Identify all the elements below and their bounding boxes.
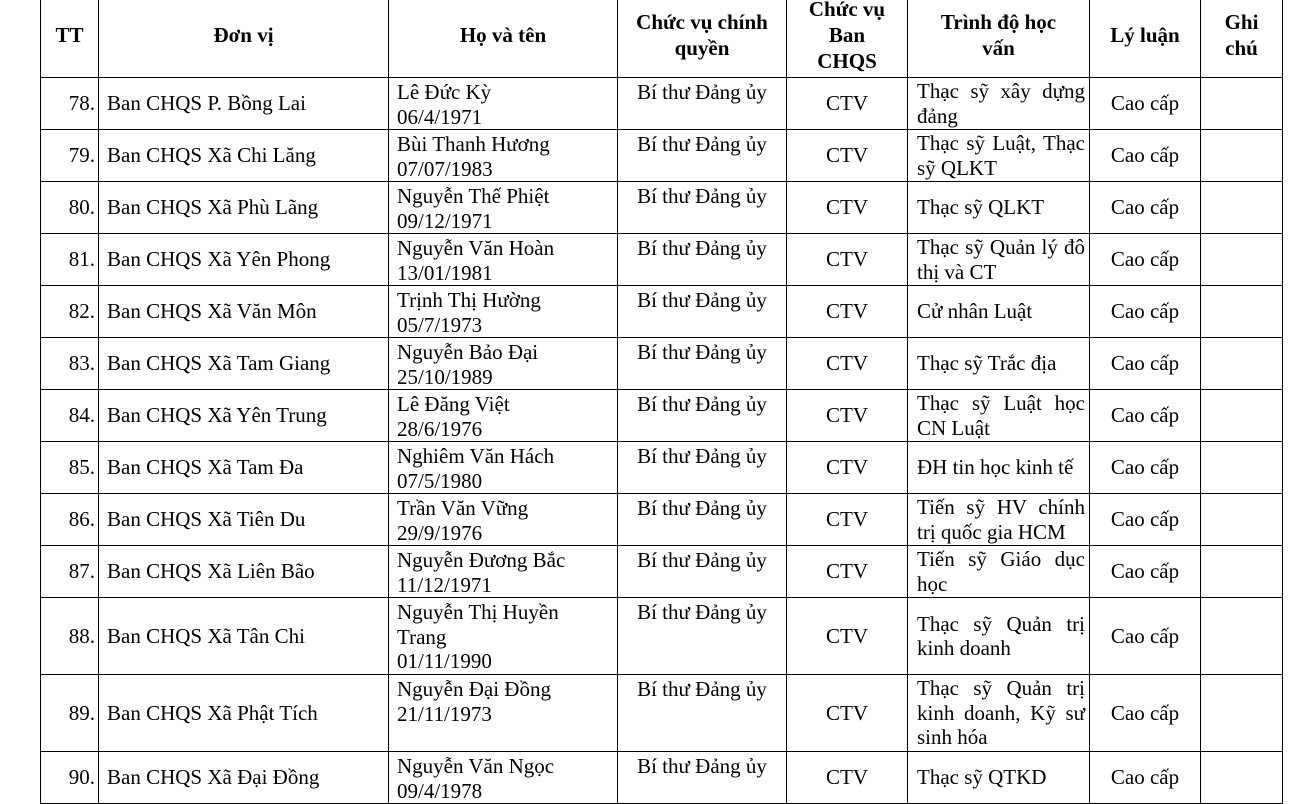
note-cell <box>1201 494 1283 546</box>
political-theory-level: Cao cấp <box>1090 286 1201 338</box>
person-birthdate: 21/11/1973 <box>397 701 492 726</box>
person-name-line: Bùi Thanh Hương <box>397 132 550 156</box>
political-theory-level: Cao cấp <box>1090 182 1201 234</box>
person-name-line: Lê Đức Kỳ <box>397 80 492 104</box>
chqs-position: CTV <box>787 390 908 442</box>
table-body <box>41 78 1283 804</box>
person-birthdate: 29/9/1976 <box>397 520 483 545</box>
person-name-cell <box>389 598 618 675</box>
education-level: Thạc sỹ Luật học CN Luật <box>908 390 1090 442</box>
person-birthdate: 01/11/1990 <box>397 649 492 673</box>
person-name-cell <box>389 546 618 598</box>
personnel-table <box>40 0 1283 804</box>
table-row <box>41 286 1283 338</box>
unit-name: Ban CHQS Xã Tân Chi <box>99 598 389 675</box>
header-trinh-do: Trình độ học vấn <box>908 0 1090 78</box>
person-birthdate: 06/4/1971 <box>397 104 483 129</box>
political-theory-level: Cao cấp <box>1090 675 1201 752</box>
table-row <box>41 546 1283 598</box>
person-name-line: Nguyễn Thị Huyền <box>397 600 559 624</box>
header-chuc-vu-chinh-quyen: Chức vụ chính quyền <box>618 0 787 78</box>
person-name-line: Trịnh Thị Hường <box>397 288 541 312</box>
political-theory-level: Cao cấp <box>1090 442 1201 494</box>
chqs-position: CTV <box>787 442 908 494</box>
political-theory-level: Cao cấp <box>1090 338 1201 390</box>
note-cell <box>1201 546 1283 598</box>
row-number: 81. <box>41 234 99 286</box>
row-number: 90. <box>41 752 99 804</box>
education-level: Thạc sỹ QTKD <box>908 752 1090 804</box>
person-name-cell <box>389 286 618 338</box>
unit-name: Ban CHQS Xã Phù Lãng <box>99 182 389 234</box>
table-row <box>41 598 1283 675</box>
person-name-cell <box>389 494 618 546</box>
person-birthdate: 07/5/1980 <box>397 468 483 493</box>
unit-name: Ban CHQS P. Bồng Lai <box>99 78 389 130</box>
note-cell <box>1201 338 1283 390</box>
person-name-line: Nguyễn Đương Bắc <box>397 548 566 572</box>
note-cell <box>1201 130 1283 182</box>
education-level: Thạc sỹ Quản trị kinh doanh <box>908 598 1090 675</box>
chqs-position: CTV <box>787 130 908 182</box>
person-birthdate: 13/01/1981 <box>397 260 493 285</box>
person-name-line: Nguyễn Văn Hoàn <box>397 236 555 260</box>
row-number: 87. <box>41 546 99 598</box>
table-row <box>41 752 1283 804</box>
unit-name: Ban CHQS Xã Phật Tích <box>99 675 389 752</box>
note-cell <box>1201 442 1283 494</box>
person-name-cell <box>389 338 618 390</box>
political-theory-level: Cao cấp <box>1090 390 1201 442</box>
chqs-position: CTV <box>787 78 908 130</box>
note-cell <box>1201 390 1283 442</box>
education-level: Thạc sỹ Quản trị kinh doanh, Kỹ sư sinh hóa <box>908 675 1090 752</box>
chqs-position: CTV <box>787 234 908 286</box>
person-name-cell <box>389 182 618 234</box>
note-cell <box>1201 286 1283 338</box>
government-position: Bí thư Đảng ủy <box>618 546 787 598</box>
note-cell <box>1201 234 1283 286</box>
person-name-line: Lê Đăng Việt <box>397 392 510 416</box>
table-row <box>41 338 1283 390</box>
note-cell <box>1201 675 1283 752</box>
political-theory-level: Cao cấp <box>1090 234 1201 286</box>
person-birthdate: 28/6/1976 <box>397 416 483 441</box>
chqs-position: CTV <box>787 182 908 234</box>
table-row <box>41 234 1283 286</box>
chqs-position: CTV <box>787 494 908 546</box>
education-level: Cử nhân Luật <box>908 286 1090 338</box>
unit-name: Ban CHQS Xã Đại Đồng <box>99 752 389 804</box>
person-name-cell <box>389 675 618 752</box>
government-position: Bí thư Đảng ủy <box>618 390 787 442</box>
person-birthdate: 07/07/1983 <box>397 156 493 181</box>
government-position: Bí thư Đảng ủy <box>618 130 787 182</box>
note-cell <box>1201 598 1283 675</box>
government-position: Bí thư Đảng ủy <box>618 442 787 494</box>
person-name-cell <box>389 234 618 286</box>
chqs-position: CTV <box>787 546 908 598</box>
person-birthdate: 09/12/1971 <box>397 208 493 233</box>
header-ly-luan: Lý luận <box>1090 0 1201 78</box>
table-row <box>41 390 1283 442</box>
chqs-position: CTV <box>787 286 908 338</box>
header-ghi-chu: Ghi chú <box>1201 0 1283 78</box>
person-name-cell <box>389 130 618 182</box>
government-position: Bí thư Đảng ủy <box>618 338 787 390</box>
header-don-vi: Đơn vị <box>99 0 389 78</box>
person-birthdate: 05/7/1973 <box>397 312 483 337</box>
row-number: 86. <box>41 494 99 546</box>
table-row <box>41 182 1283 234</box>
unit-name: Ban CHQS Xã Tiên Du <box>99 494 389 546</box>
education-level: ĐH tin học kinh tế <box>908 442 1090 494</box>
row-number: 83. <box>41 338 99 390</box>
government-position: Bí thư Đảng ủy <box>618 234 787 286</box>
chqs-position: CTV <box>787 338 908 390</box>
row-number: 84. <box>41 390 99 442</box>
political-theory-level: Cao cấp <box>1090 78 1201 130</box>
row-number: 79. <box>41 130 99 182</box>
education-level: Tiến sỹ Giáo dục học <box>908 546 1090 598</box>
unit-name: Ban CHQS Xã Liên Bão <box>99 546 389 598</box>
table-row <box>41 78 1283 130</box>
chqs-position: CTV <box>787 598 908 675</box>
person-birthdate: 09/4/1978 <box>397 778 483 803</box>
person-name-line: Nguyễn Văn Ngọc <box>397 754 555 778</box>
unit-name: Ban CHQS Xã Chi Lăng <box>99 130 389 182</box>
row-number: 82. <box>41 286 99 338</box>
row-number: 89. <box>41 675 99 752</box>
person-name-line: Nguyễn Thế Phiệt <box>397 184 550 208</box>
table-row <box>41 675 1283 752</box>
person-name-cell <box>389 78 618 130</box>
person-name-line: Trang <box>397 624 447 649</box>
header-ho-ten: Họ và tên <box>389 0 618 78</box>
header-chuc-vu-ban: Chức vụ Ban CHQS <box>787 0 908 78</box>
header-tt: TT <box>41 0 99 78</box>
unit-name: Ban CHQS Xã Yên Phong <box>99 234 389 286</box>
education-level: Thạc sỹ Quản lý đô thị và CT <box>908 234 1090 286</box>
person-birthdate: 11/12/1971 <box>397 572 492 597</box>
education-level: Thạc sỹ QLKT <box>908 182 1090 234</box>
table-row <box>41 442 1283 494</box>
education-level: Thạc sỹ Luật, Thạc sỹ QLKT <box>908 130 1090 182</box>
government-position: Bí thư Đảng ủy <box>618 598 787 675</box>
person-name-line: Nguyễn Đại Đồng <box>397 677 551 701</box>
person-name-line: Trần Văn Vững <box>397 496 529 520</box>
government-position: Bí thư Đảng ủy <box>618 675 787 752</box>
government-position: Bí thư Đảng ủy <box>618 182 787 234</box>
person-name-cell <box>389 442 618 494</box>
political-theory-level: Cao cấp <box>1090 494 1201 546</box>
political-theory-level: Cao cấp <box>1090 130 1201 182</box>
government-position: Bí thư Đảng ủy <box>618 494 787 546</box>
person-name-cell <box>389 390 618 442</box>
unit-name: Ban CHQS Xã Tam Đa <box>99 442 389 494</box>
note-cell <box>1201 182 1283 234</box>
table-header-row <box>41 0 1283 78</box>
note-cell <box>1201 78 1283 130</box>
note-cell <box>1201 752 1283 804</box>
political-theory-level: Cao cấp <box>1090 598 1201 675</box>
person-name-line: Nghiêm Văn Hách <box>397 444 555 468</box>
row-number: 88. <box>41 598 99 675</box>
political-theory-level: Cao cấp <box>1090 546 1201 598</box>
government-position: Bí thư Đảng ủy <box>618 78 787 130</box>
person-birthdate: 25/10/1989 <box>397 364 493 389</box>
education-level: Thạc sỹ xây dựng đảng <box>908 78 1090 130</box>
row-number: 80. <box>41 182 99 234</box>
person-name-cell <box>389 752 618 804</box>
government-position: Bí thư Đảng ủy <box>618 286 787 338</box>
unit-name: Ban CHQS Xã Tam Giang <box>99 338 389 390</box>
chqs-position: CTV <box>787 675 908 752</box>
education-level: Thạc sỹ Trắc địa <box>908 338 1090 390</box>
education-level: Tiến sỹ HV chính trị quốc gia HCM <box>908 494 1090 546</box>
political-theory-level: Cao cấp <box>1090 752 1201 804</box>
table-row <box>41 494 1283 546</box>
unit-name: Ban CHQS Xã Văn Môn <box>99 286 389 338</box>
chqs-position: CTV <box>787 752 908 804</box>
unit-name: Ban CHQS Xã Yên Trung <box>99 390 389 442</box>
row-number: 85. <box>41 442 99 494</box>
row-number: 78. <box>41 78 99 130</box>
government-position: Bí thư Đảng ủy <box>618 752 787 804</box>
person-name-line: Nguyễn Bảo Đại <box>397 340 539 364</box>
table-row <box>41 130 1283 182</box>
